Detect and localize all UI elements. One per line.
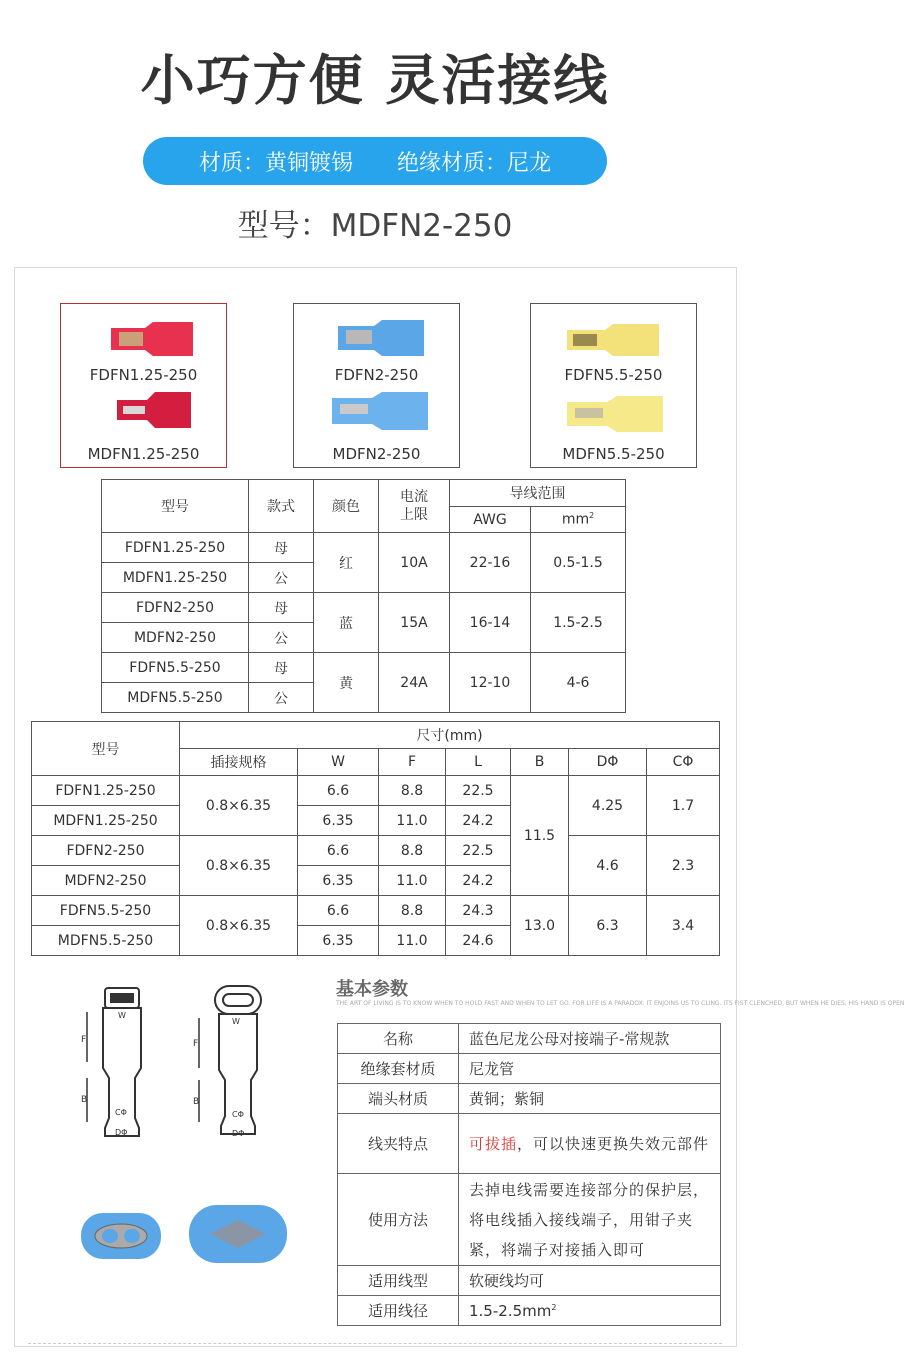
label-c: CΦ	[232, 1110, 244, 1119]
female-terminal-drawing	[185, 982, 280, 1142]
param-value: 去掉电线需要连接部分的保护层，将电线插入接线端子，用钳子夹紧，将端子对接插入即可	[459, 1174, 721, 1266]
cell-w: 6.35	[298, 866, 379, 896]
cell-style: 母	[249, 533, 314, 563]
param-key: 适用线径	[338, 1296, 459, 1326]
header-mm: $mm^2$	[531, 507, 626, 533]
param-value-highlight: 可拔插	[469, 1134, 518, 1153]
header-style: 款式	[249, 480, 314, 533]
product-label-bottom: MDFN2-250	[332, 445, 421, 463]
cell-l: 24.2	[446, 866, 511, 896]
female-terminal-image	[561, 318, 671, 364]
cell-spec: 0.8×6.35	[180, 896, 298, 956]
cell-c: 2.3	[647, 836, 720, 896]
cell-style: 公	[249, 563, 314, 593]
param-key: 绝缘套材质	[338, 1054, 459, 1084]
cell-model: MDFN1.25-250	[32, 806, 180, 836]
cell-model: MDFN2-250	[102, 623, 249, 653]
param-key: 线夹特点	[338, 1114, 459, 1174]
cell-color: 红	[314, 533, 379, 593]
header-size: 尺寸(mm)	[180, 722, 720, 749]
cell-d: 6.3	[569, 896, 647, 956]
product-card-blue	[293, 303, 460, 468]
cell-mm: 4-6	[531, 653, 626, 713]
header-model: 型号	[32, 722, 180, 776]
header-d: DΦ	[569, 749, 647, 776]
label-f: F	[193, 1039, 199, 1049]
label-b: B	[193, 1097, 200, 1107]
cell-model: FDFN2-250	[32, 836, 180, 866]
cell-current: 24A	[379, 653, 450, 713]
cell-w: 6.6	[298, 836, 379, 866]
cell-awg: 16-14	[450, 593, 531, 653]
cell-style: 公	[249, 683, 314, 713]
label-b: B	[81, 1095, 88, 1105]
cell-b: 13.0	[511, 896, 569, 956]
female-terminal-image	[332, 312, 432, 362]
header-f: F	[379, 749, 446, 776]
cell-awg: 22-16	[450, 533, 531, 593]
cell-color: 黄	[314, 653, 379, 713]
product-card-yellow	[530, 303, 697, 468]
label-f: F	[81, 1035, 87, 1045]
cell-f: 8.8	[379, 836, 446, 866]
cell-model: FDFN5.5-250	[32, 896, 180, 926]
label-c: CΦ	[115, 1108, 127, 1117]
header-color: 颜色	[314, 480, 379, 533]
cell-l: 24.6	[446, 926, 511, 956]
label-w: W	[232, 1017, 240, 1026]
param-value: 可拔插，可以快速更换失效元部件	[459, 1114, 721, 1174]
male-terminal-drawing	[75, 982, 170, 1142]
params-table	[337, 1023, 721, 1326]
label-d: DΦ	[232, 1129, 245, 1138]
cell-f: 11.0	[379, 926, 446, 956]
header-l: L	[446, 749, 511, 776]
insulation-text: 绝缘材质：尼龙	[397, 150, 552, 176]
param-value: 蓝色尼龙公母对接端子-常规款	[459, 1024, 721, 1054]
female-terminal-image	[103, 314, 203, 364]
params-heading: 基本参数	[336, 979, 408, 1000]
cell-style: 母	[249, 653, 314, 683]
cell-mm: 0.5-1.5	[531, 533, 626, 593]
material-banner	[143, 137, 607, 185]
product-label-top: FDFN1.25-250	[89, 366, 198, 384]
spec-table	[101, 479, 626, 713]
cell-b: 11.5	[511, 776, 569, 896]
cell-f: 11.0	[379, 866, 446, 896]
param-key: 名称	[338, 1024, 459, 1054]
female-end-view-image	[188, 1204, 288, 1264]
cell-spec: 0.8×6.35	[180, 836, 298, 896]
cell-current: 15A	[379, 593, 450, 653]
header-c: CΦ	[647, 749, 720, 776]
product-card-red	[60, 303, 227, 468]
header-current: 电流 上限	[379, 480, 450, 533]
cell-d: 4.6	[569, 836, 647, 896]
cell-model: MDFN2-250	[32, 866, 180, 896]
cell-current: 10A	[379, 533, 450, 593]
cell-style: 母	[249, 593, 314, 623]
cell-model: FDFN1.25-250	[32, 776, 180, 806]
male-end-view-image	[80, 1212, 162, 1260]
header-b: B	[511, 749, 569, 776]
param-key: 适用线型	[338, 1266, 459, 1296]
cell-style: 公	[249, 623, 314, 653]
cell-d: 4.25	[569, 776, 647, 836]
header-wire-range: 导线范围	[450, 480, 626, 507]
label-d: DΦ	[115, 1128, 128, 1137]
male-terminal-image	[111, 384, 201, 434]
male-terminal-image	[561, 388, 671, 438]
params-subtitle: THE ART OF LIVING IS TO KNOW WHEN TO HOLD FAST AND WHEN TO LET GO. FOR LIFE IS A PARADOX: IT ENJOINS US TO CLING. ITS FIST CLENCHED, BUT WHEN HE DIES, HIS HAND IS OPEN	[336, 1000, 904, 1007]
dimension-table	[31, 721, 720, 956]
cell-model: FDFN2-250	[102, 593, 249, 623]
product-label-bottom: MDFN1.25-250	[87, 445, 200, 463]
cell-l: 22.5	[446, 776, 511, 806]
param-key: 使用方法	[338, 1174, 459, 1266]
param-value: $1.5-2.5mm^2$	[459, 1296, 721, 1326]
cell-w: 6.6	[298, 776, 379, 806]
header-spec: 插接规格	[180, 749, 298, 776]
material-text: 材质：黄铜镀锡	[198, 150, 353, 176]
cell-l: 24.3	[446, 896, 511, 926]
param-value: 软硬线均可	[459, 1266, 721, 1296]
bottom-divider	[28, 1343, 722, 1344]
cell-awg: 12-10	[450, 653, 531, 713]
model-heading: 型号：MDFN2-250	[237, 208, 513, 244]
cell-f: 8.8	[379, 776, 446, 806]
product-label-top: FDFN2-250	[334, 366, 419, 384]
product-label-top: FDFN5.5-250	[564, 366, 663, 384]
cell-f: 11.0	[379, 806, 446, 836]
cell-w: 6.35	[298, 926, 379, 956]
product-label-bottom: MDFN5.5-250	[562, 445, 665, 463]
cell-l: 22.5	[446, 836, 511, 866]
cell-w: 6.6	[298, 896, 379, 926]
cell-color: 蓝	[314, 593, 379, 653]
cell-spec: 0.8×6.35	[180, 776, 298, 836]
cell-model: FDFN1.25-250	[102, 533, 249, 563]
header-model: 型号	[102, 480, 249, 533]
cell-model: MDFN1.25-250	[102, 563, 249, 593]
header-awg: AWG	[450, 507, 531, 533]
cell-mm: 1.5-2.5	[531, 593, 626, 653]
male-terminal-image	[326, 386, 436, 436]
cell-f: 8.8	[379, 896, 446, 926]
page-title: 小巧方便 灵活接线	[140, 49, 610, 112]
cell-l: 24.2	[446, 806, 511, 836]
param-value: 尼龙管	[459, 1054, 721, 1084]
param-key: 端头材质	[338, 1084, 459, 1114]
param-value: 黄铜；紫铜	[459, 1084, 721, 1114]
cell-model: MDFN5.5-250	[32, 926, 180, 956]
cell-model: FDFN5.5-250	[102, 653, 249, 683]
cell-c: 3.4	[647, 896, 720, 956]
label-w: W	[118, 1011, 126, 1020]
cell-c: 1.7	[647, 776, 720, 836]
cell-model: MDFN5.5-250	[102, 683, 249, 713]
cell-w: 6.35	[298, 806, 379, 836]
header-w: W	[298, 749, 379, 776]
